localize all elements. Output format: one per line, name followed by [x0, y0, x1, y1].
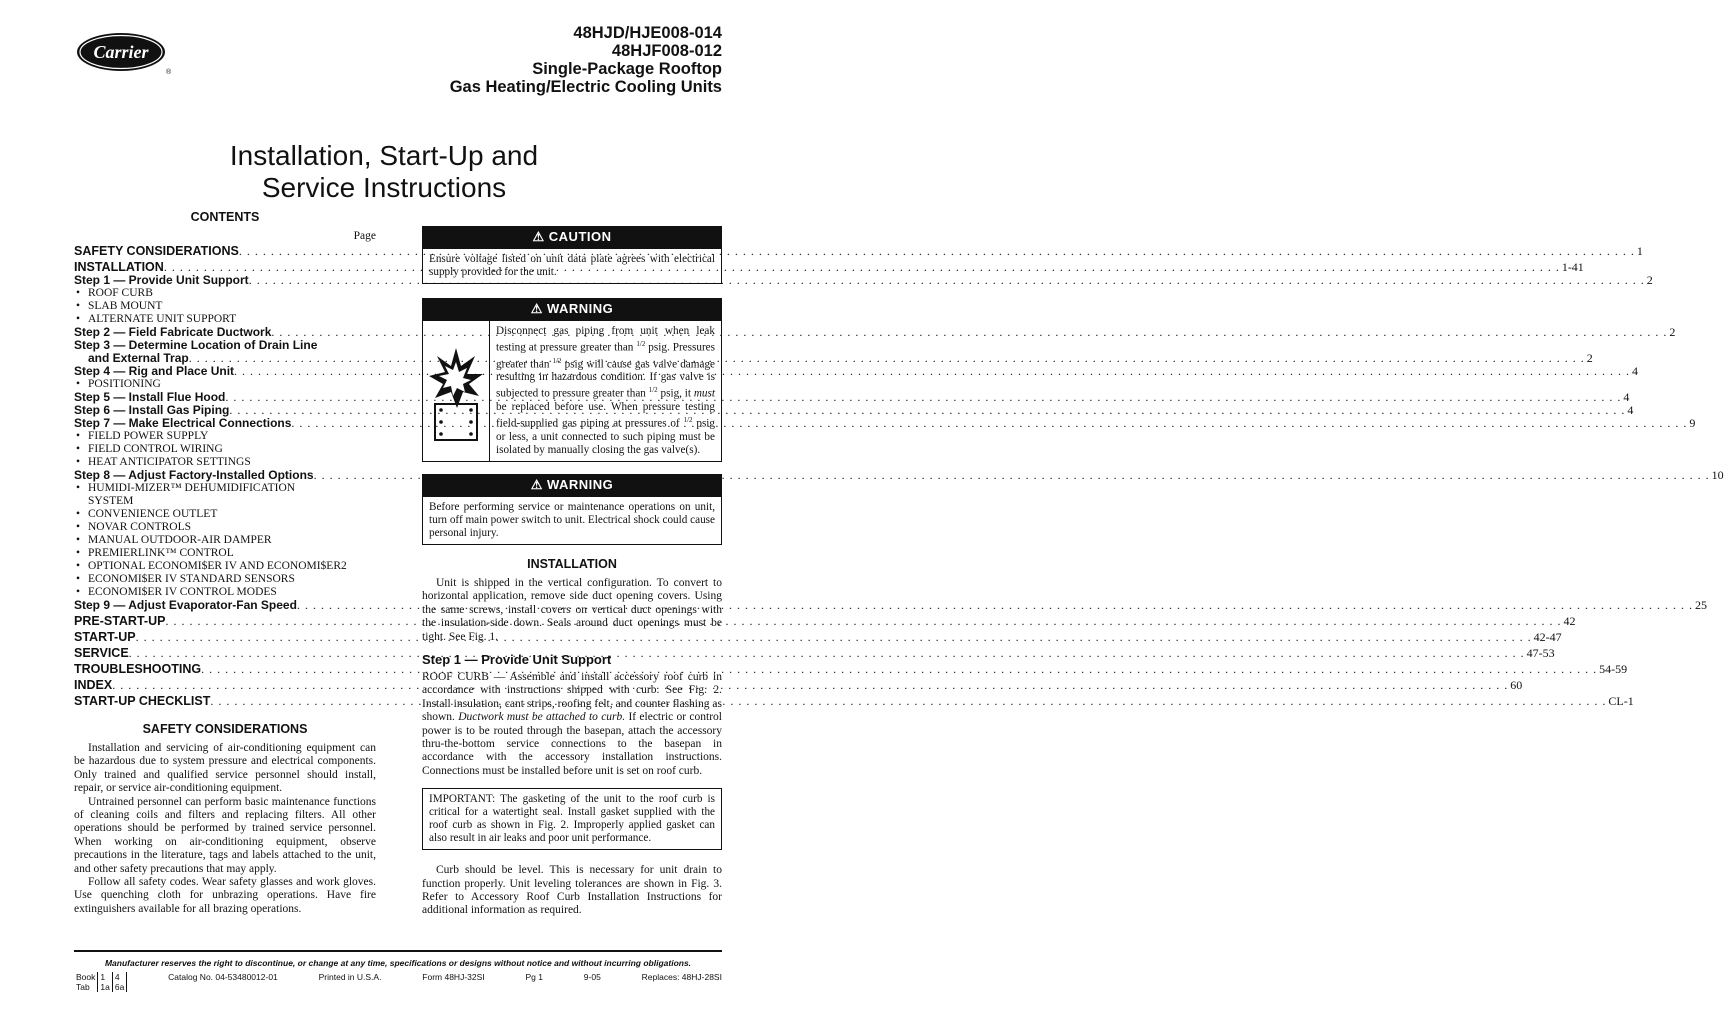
warning-triangle-icon: ⚠ — [532, 229, 545, 244]
toc-page-number: 1-41 — [1561, 260, 1584, 274]
toc-entry: Step 1 — Provide Unit Support . . . 2 — [74, 274, 376, 287]
toc-page-number: 25 — [1694, 598, 1707, 612]
toc-subitem: • NOVAR CONTROLS — [76, 521, 191, 533]
footer-notice: Manufacturer reserves the right to discontinue, or change at any time, specifications or designs without notice and without incurring obligations. — [74, 950, 722, 968]
footer-info-row — [74, 972, 722, 992]
toc-page-number: 4 — [1623, 390, 1630, 404]
toc-entry: INDEX . . . 60 — [74, 679, 376, 692]
right-column — [422, 226, 722, 918]
toc-subitem: • HEAT ANTICIPATOR SETTINGS — [76, 456, 251, 468]
explosion-hazard-icon — [423, 321, 490, 461]
toc-entry: and External Trap . . . 2 — [74, 352, 376, 365]
toc-page-number: 10 — [1711, 468, 1724, 482]
toc-entry: Step 8 — Adjust Factory-Installed Options . . . 10 — [74, 469, 376, 482]
catalog-number: Catalog No. 04-53480012-01 — [168, 972, 278, 982]
toc-page-number: 42 — [1563, 614, 1576, 628]
toc-subitem: • SLAB MOUNT — [76, 300, 163, 312]
toc-subitem: • ROOF CURB — [76, 287, 153, 299]
toc-subitem: • HUMIDI-MIZER™ DEHUMIDIFICATION — [76, 482, 296, 494]
warning-power-text: Before performing service or maintenance operations on unit, turn off main power switch to unit. Electrical shock could cause personal injury. — [422, 496, 722, 545]
step-1-heading: Step 1 — Provide Unit Support — [422, 651, 612, 667]
toc-entry: SAFETY CONSIDERATIONS . . . 1 — [74, 245, 376, 258]
model-line-2: 48HJF008-012 — [611, 42, 722, 60]
toc-subitem: • FIELD POWER SUPPLY — [76, 430, 209, 442]
page-number: Pg 1 — [525, 972, 543, 982]
model-header — [450, 24, 722, 96]
svg-text:®: ® — [166, 69, 172, 76]
installation-heading: INSTALLATION — [527, 556, 617, 571]
toc-subitem: • FIELD CONTROL WIRING — [76, 443, 223, 455]
toc-page-number: 4 — [1632, 364, 1639, 378]
carrier-logo — [74, 30, 172, 76]
product-line-2: Gas Heating/Electric Cooling Units — [449, 78, 722, 96]
replaces-form: Replaces: 48HJ-28SI — [641, 972, 722, 982]
title-line-1: Installation, Start-Up and — [229, 140, 539, 171]
contents-heading: CONTENTS — [190, 210, 260, 224]
safety-paragraph-3: Follow all safety codes. Wear safety glasses and work gloves. Use quenching cloth for unbrazing operations. Have fire extinguishers available for all brazing operations. — [74, 876, 376, 915]
important-note: IMPORTANT: The gasketing of the unit to the roof curb is critical for a watertight seal. Install gasket supplied with the roof curb as shown in Fig. 2. Improperly applied gasket can also result in air leaks and poor unit performance. — [422, 788, 722, 850]
toc-page-number: 42-47 — [1533, 630, 1562, 644]
toc-entry: Step 2 — Field Fabricate Ductwork . . . 2 — [74, 326, 376, 339]
warning-header — [422, 474, 722, 496]
toc-subitem: SYSTEM — [88, 495, 134, 507]
toc-page-number: 9 — [1689, 416, 1696, 430]
caution-text: Ensure voltage listed on unit data plate agrees with electrical supply provided for the unit. — [422, 248, 722, 284]
warning-box-gas — [422, 298, 722, 462]
toc-entry: START-UP . . . 42-47 — [74, 631, 376, 644]
toc-subitem: • POSITIONING — [76, 378, 161, 390]
title-line-2: Service Instructions — [261, 172, 507, 203]
warning-triangle-icon: ⚠ — [530, 301, 543, 316]
brand-wordmark: Carrier — [93, 42, 149, 62]
toc-entry: Step 3 — Determine Location of Drain Line — [74, 338, 318, 352]
page-title — [0, 140, 768, 204]
toc-entry: Step 6 — Install Gas Piping . . . 4 — [74, 404, 376, 417]
toc-subitem: • OPTIONAL ECONOMI$ER IV AND ECONOMI$ER2 — [76, 560, 347, 572]
toc-entry: Step 7 — Make Electrical Connections . . . 9 — [74, 417, 376, 430]
toc-page-number: 54-59 — [1599, 662, 1628, 676]
book-tab-grid: Book 1 4 Tab 1a 6a — [74, 972, 127, 992]
printed-in: Printed in U.S.A. — [318, 972, 382, 982]
toc-entry: TROUBLESHOOTING . . . 54-59 — [74, 663, 376, 676]
toc-entry: PRE-START-UP . . . 42 — [74, 615, 376, 628]
toc-entry: Step 5 — Install Flue Hood . . . 4 — [74, 391, 376, 404]
toc-subitem: • PREMIERLINK™ CONTROL — [76, 547, 234, 559]
warning-gas-text: Disconnect gas piping from unit when leak testing at pressure greater than $^{1/2}$ psig. Pressures greater than $^{1/2}$ psig will cause gas valve damage resulting in hazardous condition. If gas valve is subjected to pressure greater than $^{1/2}$ psig, it must be replaced before use. When pressure testing field-supplied gas piping at pressures of $^{1/2}$ psig or less, a unit connected to such piping must be isolated by manually closing the gas valve(s). — [496, 325, 716, 456]
warning-title: WARNING — [546, 476, 614, 492]
safety-heading: SAFETY CONSIDERATIONS — [142, 722, 308, 736]
toc-entry: INSTALLATION . . . 1-41 — [74, 261, 376, 274]
toc-subitem: • CONVENIENCE OUTLET — [76, 508, 218, 520]
toc-page-number: 1 — [1636, 244, 1643, 258]
toc-page-number: 4 — [1627, 403, 1634, 417]
roof-curb-paragraph: ROOF CURB — Assemble and install accessory roof curb in accordance with instructions shipped with curb. See Fig. 2. Install insulation, cant strips, roofing felt, and counter flashing as shown. Ductwork must be attached to curb. If electric or control power is to be routed through the basepan, attach the accessory thru-the-bottom service connections to the basepan in accordance with the accessory installation instructions. Connections must be installed before unit is set on roof curb. — [422, 670, 723, 777]
model-line-1: 48HJD/HJE008-014 — [573, 24, 722, 42]
toc-page-number: CL-1 — [1608, 694, 1634, 708]
toc-entry: START-UP CHECKLIST . . . CL-1 — [74, 695, 376, 708]
safety-paragraph-1: Installation and servicing of air-conditioning equipment can be hazardous due to system pressure and electrical components. Only trained and qualified service personnel should install, repair, or service air-conditioning equipment. — [74, 742, 376, 795]
warning-triangle-icon: ⚠ — [530, 476, 543, 492]
warning-header — [422, 298, 722, 320]
toc-subitem: • ALTERNATE UNIT SUPPORT — [76, 313, 237, 325]
warning-title: WARNING — [546, 301, 614, 316]
caution-title: CAUTION — [548, 229, 612, 244]
form-number: Form 48HJ-32SI — [422, 972, 485, 982]
page-column-label: Page — [353, 230, 376, 242]
print-date: 9-05 — [583, 972, 601, 982]
toc-subitem: • ECONOMI$ER IV STANDARD SENSORS — [76, 573, 295, 585]
warning-box-power — [422, 474, 722, 545]
toc-page-number: 47-53 — [1526, 646, 1555, 660]
toc-entry: Step 4 — Rig and Place Unit . . . 4 — [74, 365, 376, 378]
footer — [74, 950, 722, 992]
toc-subitem: • ECONOMI$ER IV CONTROL MODES — [76, 586, 277, 598]
toc-subitem: • MANUAL OUTDOOR-AIR DAMPER — [76, 534, 272, 546]
toc-page-number: 2 — [1669, 325, 1676, 339]
toc-page-number: 2 — [1586, 351, 1593, 365]
toc-page-number: 60 — [1510, 678, 1523, 692]
caution-header — [422, 226, 722, 248]
caution-box — [422, 226, 722, 284]
installation-paragraph-2: Curb should be level. This is necessary for unit drain to function properly. Unit leveling tolerances are shown in Fig. 3. Refer to Accessory Roof Curb Installation Instructions for additional information as required. — [422, 864, 722, 917]
product-line-1: Single-Package Rooftop — [532, 60, 722, 78]
safety-paragraph-2: Untrained personnel can perform basic maintenance functions of cleaning coils and filters and replacing filters. All other operations should be performed by trained service personnel. When working on air-conditioning equipment, observe precautions in the literature, tags and labels attached to the unit, and other safety precautions that may apply. — [74, 795, 376, 875]
toc-page-number: 2 — [1646, 273, 1653, 287]
toc-entry: SERVICE . . . 47-53 — [74, 647, 376, 660]
installation-paragraph-1: Unit is shipped in the vertical configuration. To convert to horizontal application, remove side duct opening covers. Using the same screws, install covers on vertical duct openings with the insulation-side down. Seals around duct openings must be tight. See Fig. 1. — [422, 576, 722, 643]
toc-entry: Step 9 — Adjust Evaporator-Fan Speed . . . 25 — [74, 599, 376, 612]
